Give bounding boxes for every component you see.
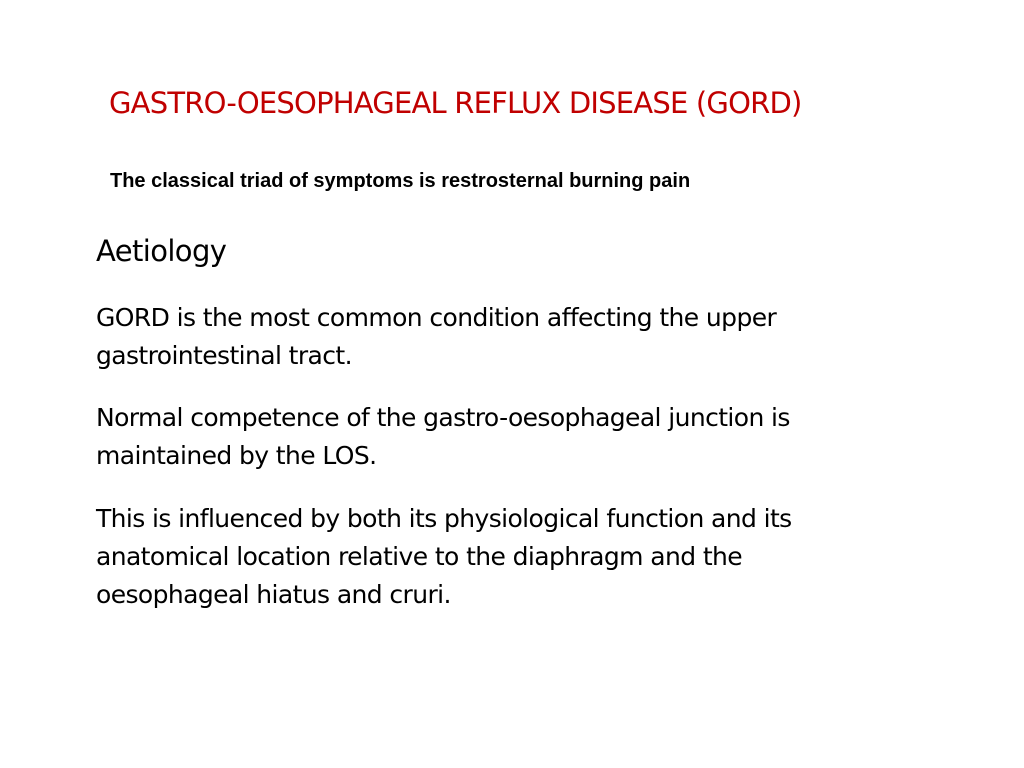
slide-title: GASTRO-OESOPHAGEAL REFLUX DISEASE (GORD) (109, 86, 802, 120)
section-heading: Aetiology (96, 234, 227, 268)
paragraph-gord-common: GORD is the most common condition affecting the upper gastrointestinal tract. (96, 303, 777, 370)
slide-subtitle: The classical triad of symptoms is restrosternal burning pain (110, 170, 691, 192)
paragraph-anatomical-location: This is influenced by both its physiological function and its anatomical location relative to the diaphragm and the oesophageal hiatus and cruri. (96, 504, 792, 609)
paragraph-los-competence: Normal competence of the gastro-oesophageal junction is maintained by the LOS. (96, 403, 790, 470)
